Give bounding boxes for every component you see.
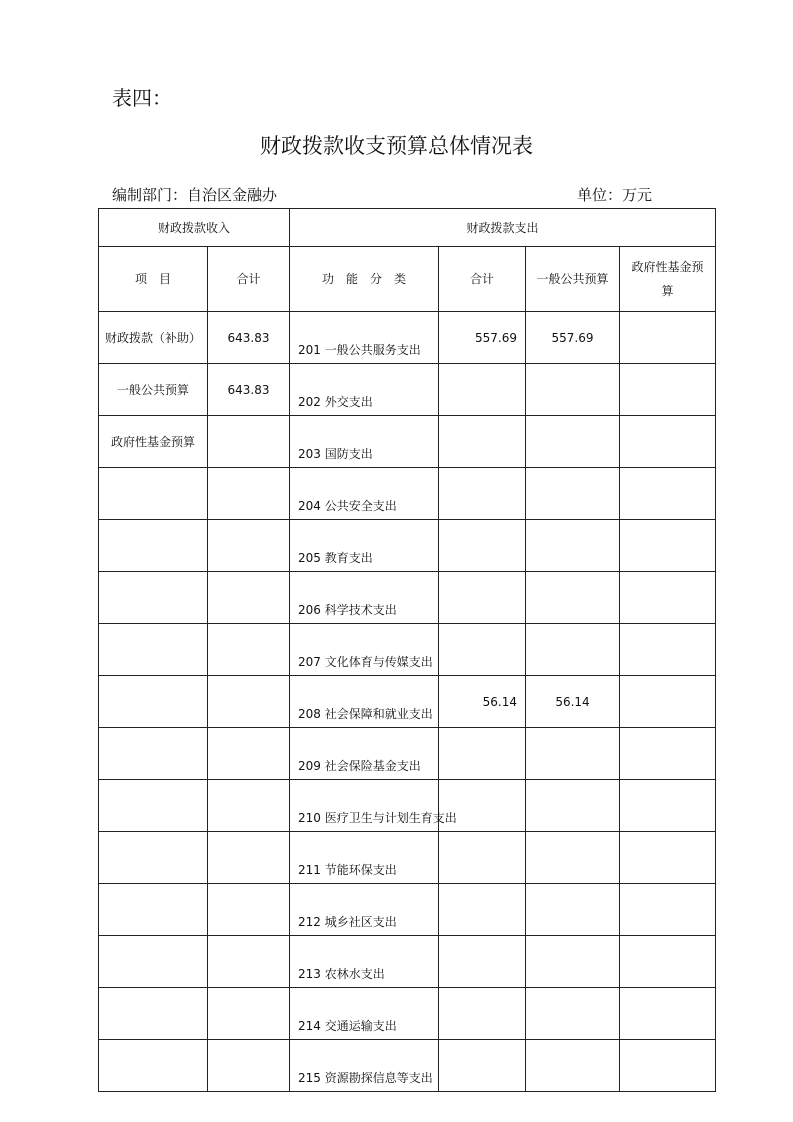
cell-function: 204 公共安全支出 (290, 468, 439, 520)
table-row (99, 988, 716, 1040)
table-row (99, 468, 716, 520)
cell-fund-budget (620, 312, 716, 364)
cell-item (99, 936, 208, 988)
cell-fund-budget (620, 780, 716, 832)
cell-expense-total: 56.14 (439, 676, 526, 728)
cell-fund-budget (620, 1040, 716, 1092)
cell-general-budget (526, 988, 620, 1040)
cell-income-total (208, 676, 290, 728)
cell-general-budget (526, 936, 620, 988)
cell-function: 212 城乡社区支出 (290, 884, 439, 936)
cell-item (99, 468, 208, 520)
cell-general-budget: 56.14 (526, 676, 620, 728)
header-income-total: 合计 (208, 247, 290, 312)
cell-income-total (208, 780, 290, 832)
cell-function: 205 教育支出 (290, 520, 439, 572)
table-row (99, 780, 716, 832)
cell-general-budget (526, 364, 620, 416)
header-row-1 (99, 209, 716, 247)
table-row (99, 728, 716, 780)
cell-item (99, 624, 208, 676)
cell-function: 207 文化体育与传媒支出 (290, 624, 439, 676)
cell-income-total (208, 416, 290, 468)
cell-function: 203 国防支出 (290, 416, 439, 468)
cell-income-total (208, 520, 290, 572)
cell-income-total (208, 468, 290, 520)
cell-item (99, 520, 208, 572)
cell-fund-budget (620, 676, 716, 728)
table-row (99, 624, 716, 676)
cell-income-total (208, 624, 290, 676)
table-row (99, 884, 716, 936)
table-row (99, 364, 716, 416)
cell-fund-budget (620, 364, 716, 416)
table-row (99, 832, 716, 884)
cell-general-budget (526, 884, 620, 936)
cell-function: 208 社会保障和就业支出 (290, 676, 439, 728)
budget-table (98, 208, 716, 1092)
cell-expense-total (439, 1040, 526, 1092)
cell-general-budget: 557.69 (526, 312, 620, 364)
cell-income-total (208, 1040, 290, 1092)
cell-function: 213 农林水支出 (290, 936, 439, 988)
cell-expense-total (439, 520, 526, 572)
cell-income-total: 643.83 (208, 364, 290, 416)
cell-function: 210 医疗卫生与计划生育支出 (290, 780, 439, 832)
cell-fund-budget (620, 728, 716, 780)
cell-item (99, 988, 208, 1040)
cell-item: 一般公共预算 (99, 364, 208, 416)
cell-general-budget (526, 416, 620, 468)
cell-general-budget (526, 832, 620, 884)
cell-fund-budget (620, 884, 716, 936)
cell-item (99, 780, 208, 832)
cell-fund-budget (620, 936, 716, 988)
header-income: 财政拨款收入 (99, 209, 290, 247)
header-function: 功 能 分 类 (290, 247, 439, 312)
cell-income-total (208, 728, 290, 780)
header-item: 项 目 (99, 247, 208, 312)
table-row (99, 572, 716, 624)
table-row (99, 936, 716, 988)
cell-expense-total (439, 364, 526, 416)
table-row (99, 1040, 716, 1092)
cell-expense-total (439, 884, 526, 936)
cell-function: 214 交通运输支出 (290, 988, 439, 1040)
cell-general-budget (526, 780, 620, 832)
table-row (99, 520, 716, 572)
table-row (99, 676, 716, 728)
cell-general-budget (526, 624, 620, 676)
cell-expense-total (439, 728, 526, 780)
cell-item (99, 572, 208, 624)
cell-income-total: 643.83 (208, 312, 290, 364)
cell-item (99, 728, 208, 780)
cell-fund-budget (620, 988, 716, 1040)
cell-function: 215 资源勘探信息等支出 (290, 1040, 439, 1092)
cell-expense-total (439, 988, 526, 1040)
cell-item (99, 884, 208, 936)
cell-general-budget (526, 1040, 620, 1092)
cell-item (99, 676, 208, 728)
cell-function: 206 科学技术支出 (290, 572, 439, 624)
cell-income-total (208, 936, 290, 988)
cell-item: 财政拨款（补助） (99, 312, 208, 364)
cell-item (99, 832, 208, 884)
cell-item: 政府性基金预算 (99, 416, 208, 468)
cell-item (99, 1040, 208, 1092)
header-fund-budget: 政府性基金预算 (620, 247, 716, 312)
cell-income-total (208, 884, 290, 936)
cell-expense-total (439, 624, 526, 676)
table-row (99, 312, 716, 364)
cell-income-total (208, 572, 290, 624)
compiling-department: 编制部门：自治区金融办 (112, 186, 278, 204)
cell-general-budget (526, 520, 620, 572)
cell-fund-budget (620, 468, 716, 520)
cell-fund-budget (620, 572, 716, 624)
unit-label: 单位：万元 (577, 186, 653, 204)
header-expense-total: 合计 (439, 247, 526, 312)
cell-general-budget (526, 728, 620, 780)
cell-expense-total (439, 936, 526, 988)
table-row (99, 416, 716, 468)
cell-function: 202 外交支出 (290, 364, 439, 416)
cell-expense-total: 557.69 (439, 312, 526, 364)
cell-fund-budget (620, 416, 716, 468)
cell-expense-total (439, 832, 526, 884)
cell-expense-total (439, 468, 526, 520)
cell-general-budget (526, 468, 620, 520)
cell-function: 209 社会保险基金支出 (290, 728, 439, 780)
header-row-2 (99, 247, 716, 312)
cell-expense-total (439, 416, 526, 468)
cell-function: 201 一般公共服务支出 (290, 312, 439, 364)
cell-general-budget (526, 572, 620, 624)
header-expense: 财政拨款支出 (290, 209, 716, 247)
cell-fund-budget (620, 624, 716, 676)
cell-fund-budget (620, 520, 716, 572)
cell-income-total (208, 988, 290, 1040)
cell-fund-budget (620, 832, 716, 884)
header-general-budget: 一般公共预算 (526, 247, 620, 312)
page-title: 财政拨款收支预算总体情况表 (260, 134, 533, 158)
cell-function: 211 节能环保支出 (290, 832, 439, 884)
cell-income-total (208, 832, 290, 884)
table-label: 表四： (112, 86, 172, 110)
cell-expense-total (439, 572, 526, 624)
